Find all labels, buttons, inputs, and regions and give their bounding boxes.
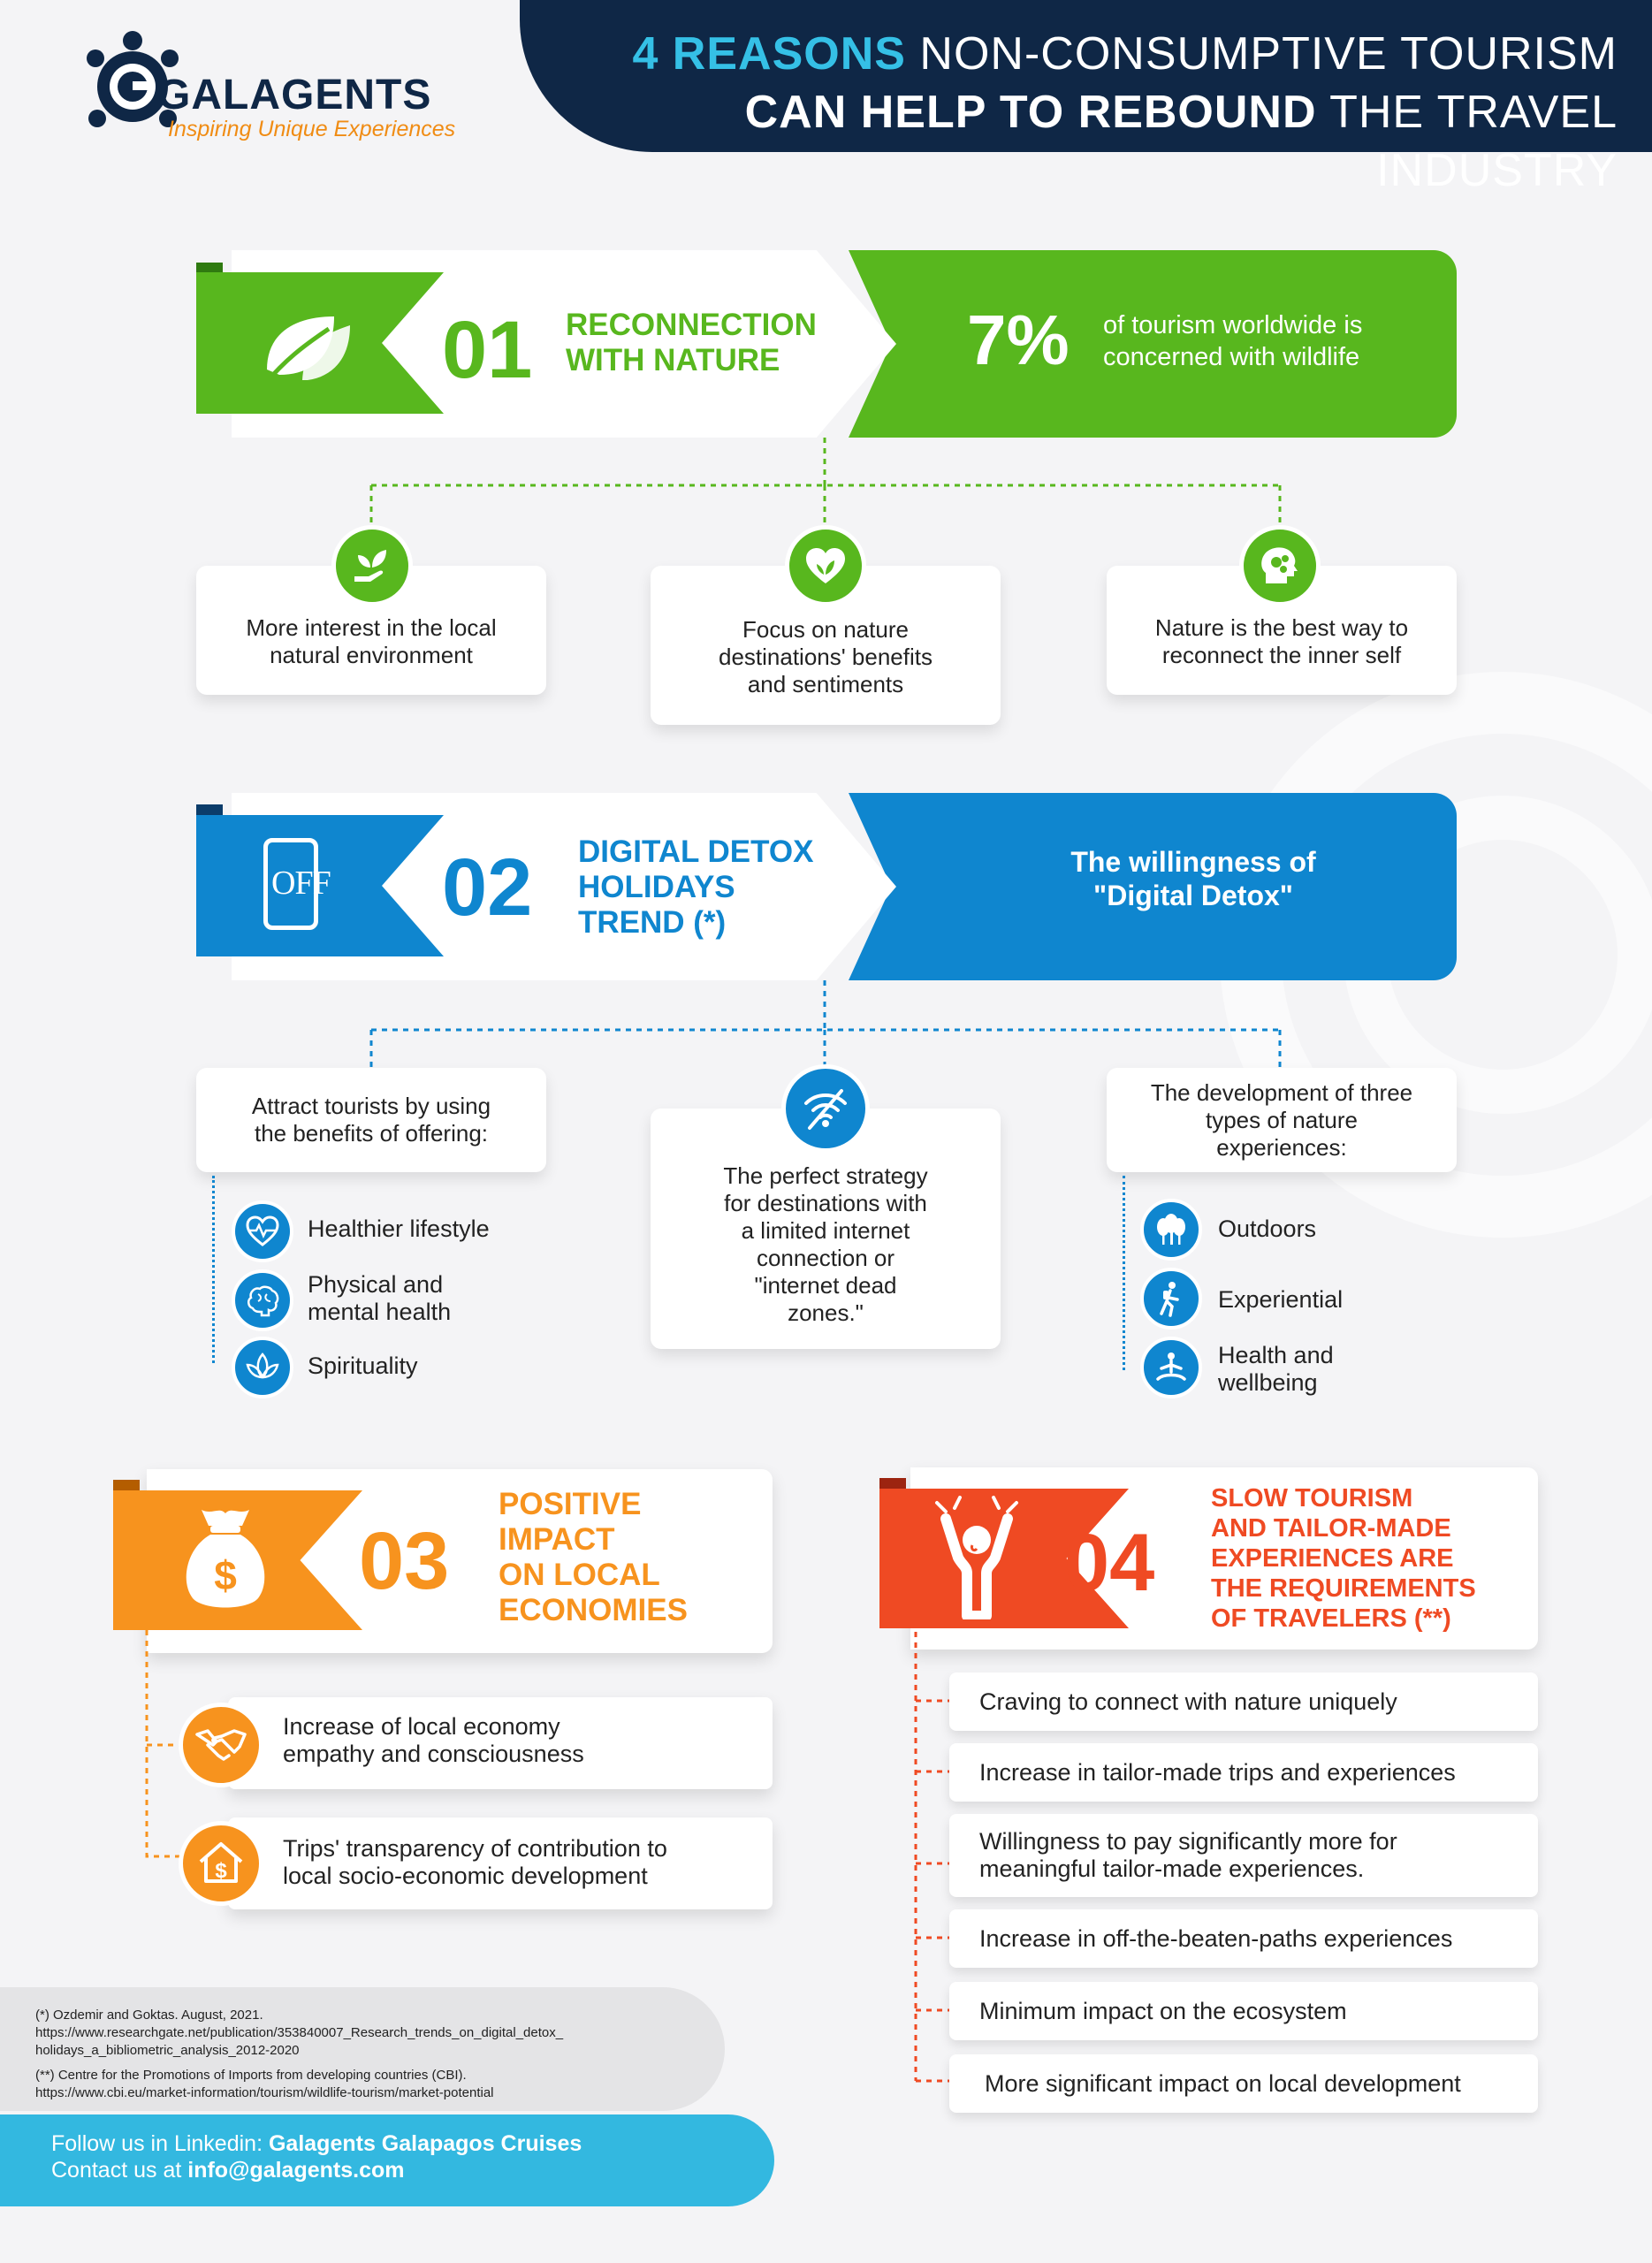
section1-card: Focus on nature destinations' benefits and sentiments [651,566,1001,725]
section4-item: More significant impact on local development [949,2054,1538,2113]
linkedin-line: Follow us in Linkedin: Galagents Galapagos Cruises [51,2131,582,2156]
money-bag-icon [177,1503,274,1612]
section1-title: RECONNECTION WITH NATURE [566,308,817,377]
digital-detox-text: The willingness of "Digital Detox" [1070,846,1316,911]
brain-icon [232,1269,293,1331]
section3-title: POSITIVE IMPACT ON LOCAL ECONOMIES [499,1487,688,1627]
section4-item: Willingness to pay significantly more for meaningful tailor-made experiences. [949,1814,1538,1897]
ribbon-fold [879,1478,906,1490]
section2-left-card: Attract tourists by using the benefits of offering: [196,1068,546,1172]
footer-contact-bar [0,2114,774,2206]
logo[interactable] [80,27,468,150]
section2-connector [354,980,1308,1078]
list-item: Physical and mental health [308,1271,452,1325]
leaf-icon [258,299,357,391]
section4-item: Craving to connect with nature uniquely [949,1672,1538,1731]
section2-right-list-line [1123,1176,1125,1370]
section4-item: Increase in tailor-made trips and experiences [949,1743,1538,1802]
reference-link[interactable]: holidays_a_bibliometric_analysis_2012-2020 [35,2043,300,2058]
section1-number: 01 [442,305,533,395]
reference-link[interactable]: https://www.researchgate.net/publication/353840007_Research_trends_on_digital_detox_ [35,2025,564,2040]
stat-text: of tourism worldwide is concerned with wildlife [1103,311,1363,371]
meditation-icon [1140,1337,1202,1398]
title-bold: CAN HELP TO REBOUND [744,87,1317,138]
hand-plant-icon [331,525,413,606]
list-item: Healthier lifestyle [308,1215,490,1242]
no-wifi-icon [781,1064,870,1153]
section1-card: More interest in the local natural environment [196,566,546,695]
email-link[interactable]: info@galagents.com [187,2158,405,2183]
heartbeat-icon [232,1200,293,1262]
heart-leaf-icon [785,525,866,606]
logo-name: GALAGENTS [157,72,432,118]
svg-text:$: $ [215,1859,227,1883]
contact-line: Contact us at info@galagents.com [51,2158,405,2183]
hiker-icon [1140,1268,1202,1330]
title-text: NON-CONSUMPTIVE TOURISM [919,28,1618,80]
reference: (**) Centre for the Promotions of Imports from developing countries (CBI). https://www.cbi.eu/market-information/tourism/wildlife-tourism/market-potential [35,2067,689,2102]
section2-center-card: The perfect strategy for destinations with a limited internet connection or "internet dead zones." [651,1109,1001,1349]
section2-left-list-line [212,1176,215,1363]
handshake-icon [179,1703,263,1787]
list-item: Experiential [1218,1286,1344,1313]
lotus-icon [232,1337,293,1398]
section1-card: Nature is the best way to reconnect the inner self [1107,566,1457,695]
phone-off-label: OFF [271,865,331,902]
section4-title: SLOW TOURISM AND TAILOR-MADE EXPERIENCES ARE THE REQUIREMENTS OF TRAVELERS (**) [1211,1484,1476,1633]
list-item: Spirituality [308,1352,418,1379]
phone-off-icon [263,838,331,930]
stat-value: 7% [967,301,1070,379]
cheering-person-icon [928,1496,1025,1619]
head-gears-icon [1239,525,1321,606]
ribbon-fold [196,804,223,817]
svg-text:$: $ [214,1552,237,1598]
title-text: THE TRAVEL INDUSTRY [1329,87,1618,196]
logo-tagline: Inspiring Unique Experiences [168,117,456,141]
title-highlight: 4 REASONS [632,28,906,80]
reference-link[interactable]: https://www.cbi.eu/market-information/tourism/wildlife-tourism/market-potential [35,2085,494,2100]
section2-right-card: The development of three types of nature experiences: [1107,1068,1457,1172]
ribbon-fold [113,1480,140,1492]
page-title [583,25,1618,200]
trees-icon [1140,1199,1202,1261]
section2-number: 02 [442,842,533,933]
section2-title: DIGITAL DETOX HOLIDAYS TREND (*) [578,834,814,940]
section4-number: 04 [1064,1518,1155,1608]
list-item: Trips' transparency of contribution to local socio-economic development [283,1835,667,1889]
references [0,1987,725,2111]
section4-item: Minimum impact on the ecosystem [949,1982,1538,2040]
section3-number: 03 [359,1516,450,1606]
list-item: Outdoors [1218,1215,1317,1242]
reference: (*) Ozdemir and Goktas. August, 2021. https://www.researchgate.net/publication/353840007_Research_trends_on_digital_detox_ holidays_a_bibliometric_analysis_2012-2020 [35,2007,689,2060]
section4-item: Increase in off-the-beaten-paths experiences [949,1909,1538,1968]
list-item: Increase of local economy empathy and consciousness [283,1713,584,1767]
list-item: Health and wellbeing [1218,1342,1334,1396]
house-dollar-icon [179,1821,263,1906]
linkedin-link[interactable]: Galagents Galapagos Cruises [268,2131,582,2156]
